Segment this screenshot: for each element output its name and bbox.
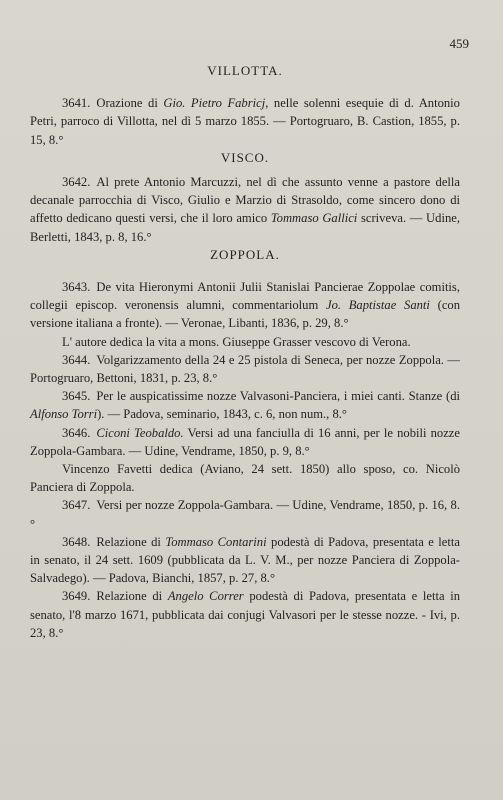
note-text: L' autore dedica la vita a mons. Giuseppe Grasser vescovo di Verona. (62, 334, 411, 349)
page-number: 459 (449, 36, 469, 51)
entry-note (30, 460, 460, 496)
entry-text: Versi ad una fanciulla di 16 anni, per le nobili nozze Zoppola-Gambara. — Udine, Vendrame, 1850, p. 9, 8.° (30, 425, 460, 458)
entry-number: 3648. (62, 534, 91, 549)
entry-number: 3642. (62, 175, 91, 190)
entry-text: scriveva. — Udine, Berletti, 1843, p. 8, 16.° (30, 211, 460, 244)
entry-3643 (30, 278, 460, 333)
entry-author: Alfonso Torri (30, 407, 98, 422)
entry-text: (con versione italiana a fronte). — Veronae, Libanti, 1836, p. 29, 8.° (30, 298, 460, 331)
entry-author: Tommaso Contarini (165, 534, 267, 549)
section-title-zoppola: ZOPPOLA. (210, 246, 280, 262)
entry-3649 (30, 587, 460, 642)
entry-number: 3645. (62, 389, 91, 404)
entry-3646 (30, 424, 460, 460)
entry-number: 3641. (62, 96, 91, 111)
entry-author: Ciconi Teobaldo. (96, 425, 184, 440)
entry-author: Tommaso Gallici (270, 211, 358, 226)
entry-text: Relazione di (96, 589, 168, 604)
entry-text: podestà di Padova, presentata e letta in senato, il 24 sett. 1609 (pubblicata da L. V. M., per nozze Panciera di Zoppola-Salvadego). — Padova, Bianchi, 1857, p. 27, 8.° (30, 534, 460, 586)
entry-text: Versi per nozze Zoppola-Gambara. — Udine, Vendrame, 1850, p. 16, 8.° (30, 498, 460, 531)
entry-number: 3647. (62, 498, 91, 513)
entry-text: Volgarizzamento della 24 e 25 pistola di Seneca, per nozze Zoppola. — Portogruaro, Bettoni, 1831, p. 23, 8.° (30, 352, 460, 386)
entry-3645 (30, 387, 460, 423)
section-title-villotta: VILLOTTA. (207, 63, 283, 78)
entry-text: Orazione di (96, 96, 164, 111)
page-content (30, 62, 460, 642)
entry-3642 (30, 173, 460, 246)
entry-number: 3644. (62, 352, 91, 367)
section-title-visco: VISCO. (220, 149, 270, 165)
entry-3648 (30, 533, 460, 588)
entry-number: 3643. (62, 280, 91, 295)
entry-3641 (30, 94, 460, 149)
entry-note (30, 333, 460, 351)
note-text: Vincenzo Favetti dedica (Aviano, 24 sett. 1850) allo sposo, co. Nicolò Panciera di Zoppola. (30, 462, 460, 495)
entry-3647 (30, 496, 460, 532)
entry-number: 3646. (62, 425, 91, 440)
entry-author: Jo. Baptistae Santi (325, 298, 430, 313)
entry-text: Relazione di (96, 534, 166, 549)
entry-3644 (30, 351, 460, 387)
entry-text: De vita Hieronymi Antonii Julii Stanislai Pancierae Zoppolae comitis, collegii episcop. veronensis alumni, commentariolum (30, 280, 460, 313)
entry-text: Al prete Antonio Marcuzzi, nel dì che assunto venne a pastore della decanale parrocchia di Visco, Giulio e Marzio di Strasoldo, come sincero dono di affetto dedicano questi versi, che il loro amico (30, 175, 460, 226)
entry-text: nelle solenni esequie di d. Antonio Petri, parroco di Villotta, nel dì 5 marzo 1855. — Portogruaro, B. Castion, 1855, p. 15, 8.° (30, 96, 460, 147)
entry-author: Gio. Pietro Fabricj, (163, 96, 269, 111)
entry-text: Per le auspicatissime nozze Valvasoni-Panciera, i miei canti. Stanze (di (96, 389, 460, 404)
entry-author: Angelo Correr (167, 589, 244, 604)
entry-text: podestà di Padova, presentata e letta in senato, l'8 marzo 1671, pubblicata dai conjugi Valvasori per le stesse nozze. - Ivi, p. 23, 8.° (30, 589, 461, 640)
entry-number: 3649. (62, 589, 91, 604)
entry-text: ). — Padova, seminario, 1843, c. 6, non num., 8.° (97, 407, 347, 422)
